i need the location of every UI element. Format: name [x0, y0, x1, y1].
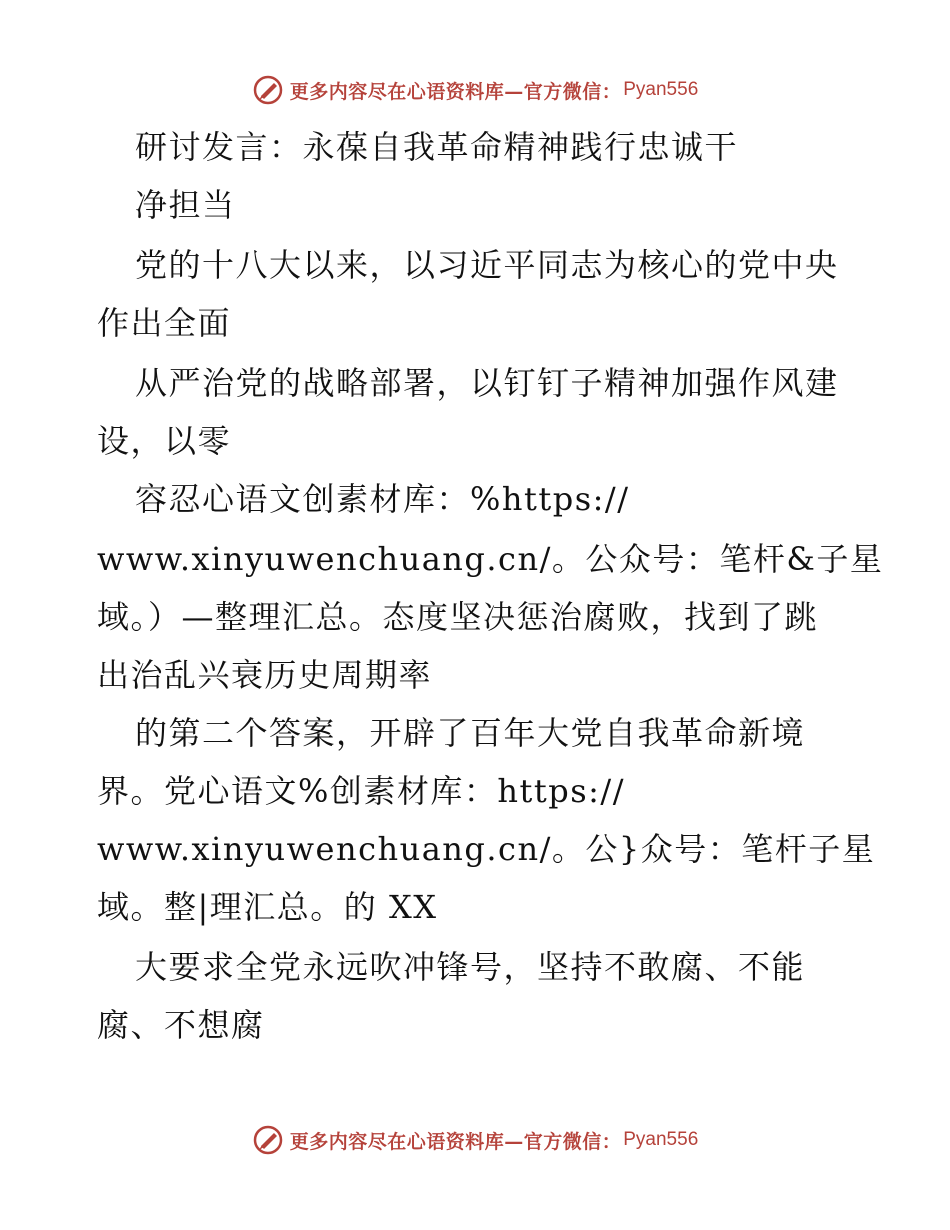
quill-logo-icon — [252, 1124, 284, 1156]
body-line-15: 大要求全党永远吹冲锋号，坚持不敢腐、不能 — [135, 948, 806, 986]
footer-banner-text: 更多内容尽在心语资料库—官方微信： — [289, 1130, 622, 1153]
header-watermark-banner — [0, 70, 950, 110]
body-line-12: 界。党心语文%创素材库：https:// — [97, 772, 625, 810]
body-line-4: 作出全面 — [97, 304, 232, 342]
footer-watermark-banner — [0, 1120, 950, 1160]
body-line-7: 容忍心语文创素材库：%https:// — [135, 480, 630, 518]
body-line-9: 域。）—整理汇总。态度坚决惩治腐败，找到了跳 — [97, 598, 819, 636]
body-line-10: 出治乱兴衰历史周期率 — [97, 656, 433, 694]
footer-banner-id: Pyan556 — [623, 1129, 699, 1150]
body-line-11: 的第二个答案，开辟了百年大党自我革命新境 — [135, 714, 806, 752]
header-banner-id: Pyan556 — [623, 79, 699, 100]
header-banner-text: 更多内容尽在心语资料库—官方微信： — [289, 80, 622, 103]
body-line-8: www.xinyuwenchuang.cn/。公众号：笔杆&子星 — [97, 540, 884, 578]
body-line-1: 研讨发言：永葆自我革命精神践行忠诚干 — [135, 128, 739, 166]
body-line-5: 从严治党的战略部署，以钉钉子精神加强作风建 — [135, 364, 839, 402]
body-line-16: 腐、不想腐 — [97, 1006, 265, 1044]
body-line-13: www.xinyuwenchuang.cn/。公}众号：笔杆子星 — [97, 830, 876, 868]
body-line-6: 设，以零 — [97, 422, 232, 460]
quill-logo-icon — [252, 74, 284, 106]
body-line-2: 净担当 — [135, 186, 236, 224]
body-line-14: 域。整|理汇总。的 XX — [97, 888, 438, 926]
body-line-3: 党的十八大以来，以习近平同志为核心的党中央 — [135, 246, 839, 284]
